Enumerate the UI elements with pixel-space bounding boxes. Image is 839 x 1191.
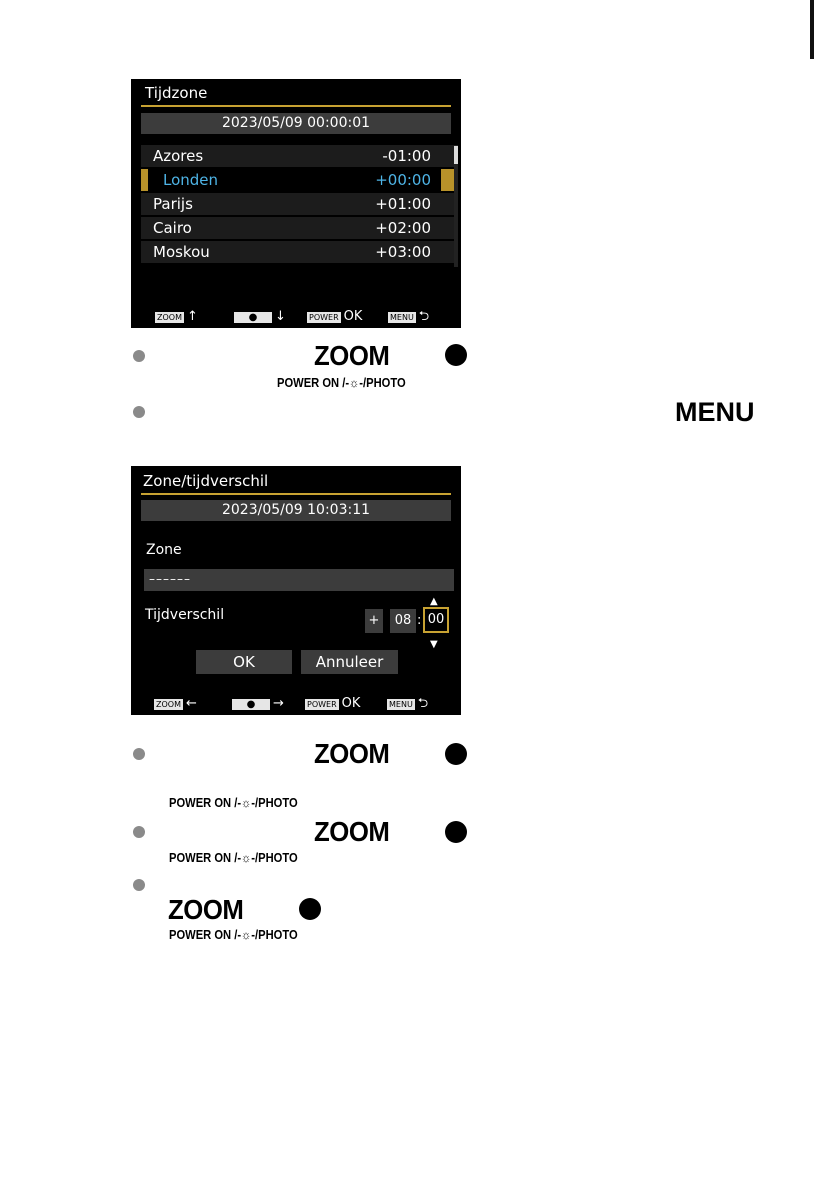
timezone-screen bbox=[131, 79, 461, 328]
zone-label: Zone bbox=[146, 542, 182, 558]
zone-input[interactable]: –––––– bbox=[144, 569, 454, 591]
increase-triangle-icon[interactable]: ▲ bbox=[430, 596, 438, 607]
decrease-triangle-icon[interactable]: ▼ bbox=[430, 639, 438, 650]
city-name: Cairo bbox=[153, 219, 192, 237]
ok-button[interactable]: OK bbox=[196, 650, 292, 674]
power-button-label: POWER ON /-☼-/PHOTO bbox=[169, 850, 298, 865]
bullet-icon bbox=[133, 826, 145, 838]
bullet-icon bbox=[133, 879, 145, 891]
offset-sign-field[interactable]: + bbox=[365, 609, 383, 633]
utc-offset: -01:00 bbox=[382, 147, 431, 165]
guide-menu-back bbox=[387, 696, 428, 712]
zoom-key-icon: ZOOM bbox=[156, 699, 181, 709]
zoom-key-label: ZOOM bbox=[314, 738, 390, 769]
zoom-key-label: ZOOM bbox=[314, 816, 390, 847]
city-name: Londen bbox=[163, 171, 219, 189]
city-name: Azores bbox=[153, 147, 204, 165]
city-name: Moskou bbox=[153, 243, 210, 261]
timezone-row[interactable] bbox=[141, 193, 455, 215]
down-arrow-icon: ↓ bbox=[275, 309, 286, 324]
left-arrow-icon: ← bbox=[185, 696, 197, 711]
guide-power-ok bbox=[307, 309, 362, 325]
record-button-icon bbox=[299, 898, 321, 920]
time-difference-label: Tijdverschil bbox=[145, 607, 225, 623]
utc-offset: +02:00 bbox=[375, 219, 431, 237]
power-button-label: POWER ON /-☼-/PHOTO bbox=[169, 795, 298, 810]
menu-key-icon: MENU bbox=[390, 312, 414, 322]
utc-offset: +03:00 bbox=[375, 243, 431, 261]
guide-record-right bbox=[232, 696, 284, 712]
page-edge-marker bbox=[810, 0, 814, 59]
record-button-icon bbox=[445, 743, 467, 765]
menu-key-label: MENU bbox=[675, 397, 755, 427]
power-key-icon: POWER bbox=[307, 699, 337, 709]
datetime-bar: 2023/05/09 10:03:11 bbox=[141, 500, 451, 521]
time-separator: : bbox=[417, 613, 422, 628]
button-guide bbox=[131, 696, 461, 712]
ok-label: OK bbox=[341, 696, 361, 711]
record-button-icon bbox=[445, 344, 467, 366]
record-button-icon bbox=[445, 821, 467, 843]
zone-offset-screen bbox=[131, 466, 461, 715]
timezone-row[interactable] bbox=[141, 241, 455, 263]
record-key-icon: ● bbox=[234, 312, 272, 323]
utc-offset: +00:00 bbox=[375, 171, 431, 189]
zoom-key-label: ZOOM bbox=[168, 894, 244, 925]
title-rule bbox=[141, 105, 451, 107]
offset-minutes-field[interactable]: 00 bbox=[423, 607, 449, 633]
offset-hours-field[interactable]: 08 bbox=[390, 609, 416, 633]
timezone-row[interactable] bbox=[141, 217, 455, 239]
back-arrow-icon: ⮌ bbox=[418, 309, 430, 324]
utc-offset: +01:00 bbox=[375, 195, 431, 213]
menu-key-icon: MENU bbox=[389, 699, 413, 709]
screen-title: Zone/tijdverschil bbox=[143, 472, 269, 490]
cancel-button[interactable]: Annuleer bbox=[301, 650, 398, 674]
screen-title: Tijdzone bbox=[145, 84, 208, 102]
power-key-icon: POWER bbox=[309, 312, 339, 322]
power-button-label: POWER ON /-☼-/PHOTO bbox=[277, 375, 406, 390]
back-arrow-icon: ⮌ bbox=[417, 696, 429, 711]
record-key-icon: ● bbox=[232, 699, 270, 710]
power-button-label: POWER ON /-☼-/PHOTO bbox=[169, 927, 298, 942]
guide-zoom-up bbox=[155, 309, 198, 325]
bullet-icon bbox=[133, 406, 145, 418]
button-guide bbox=[131, 309, 461, 325]
datetime-bar: 2023/05/09 00:00:01 bbox=[141, 113, 451, 134]
bullet-icon bbox=[133, 748, 145, 760]
guide-record-down bbox=[234, 309, 286, 325]
timezone-row[interactable] bbox=[141, 145, 455, 167]
up-arrow-icon: ↑ bbox=[186, 309, 198, 324]
timezone-row-selected[interactable] bbox=[141, 169, 455, 191]
scrollbar-thumb[interactable] bbox=[454, 146, 458, 164]
zoom-key-label: ZOOM bbox=[314, 340, 390, 371]
zoom-key-icon: ZOOM bbox=[157, 312, 182, 322]
bullet-icon bbox=[133, 350, 145, 362]
guide-power-ok bbox=[305, 696, 360, 712]
ok-label: OK bbox=[343, 309, 363, 324]
right-arrow-icon: → bbox=[273, 696, 284, 711]
title-rule bbox=[141, 493, 451, 495]
guide-zoom-left bbox=[154, 696, 197, 712]
city-name: Parijs bbox=[153, 195, 193, 213]
guide-menu-back bbox=[388, 309, 429, 325]
